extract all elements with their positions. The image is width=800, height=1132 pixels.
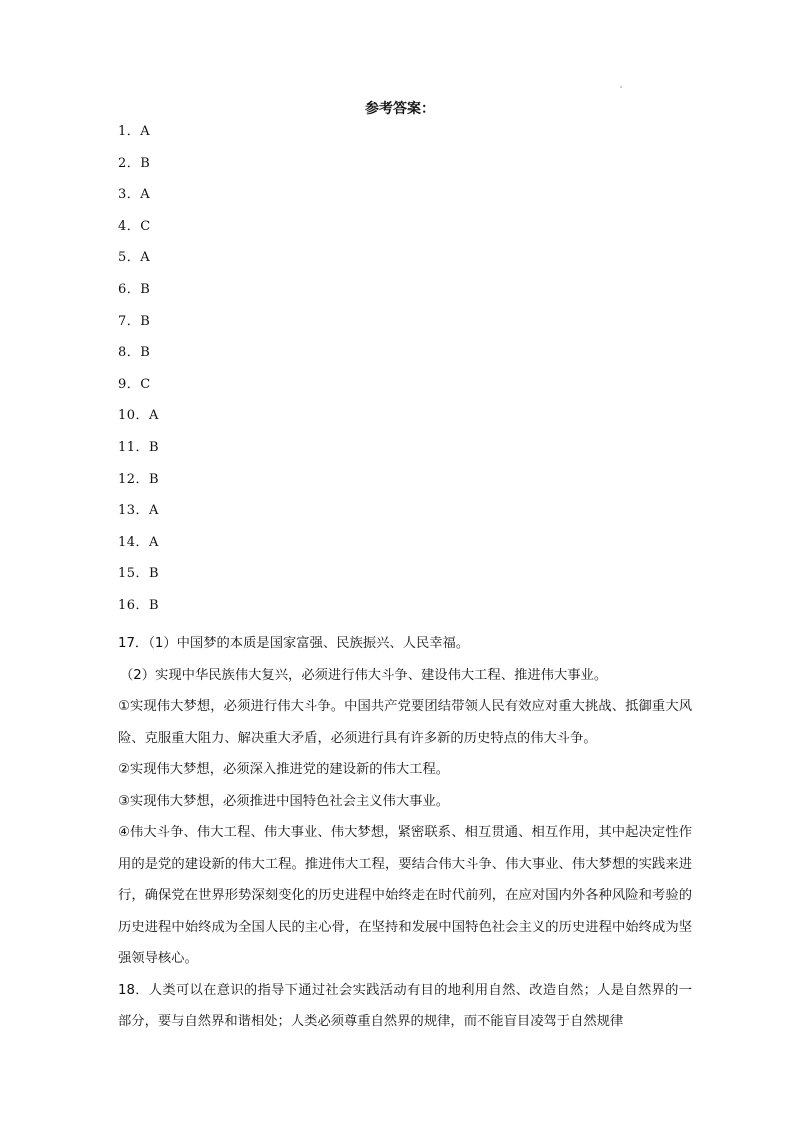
answer-15: 15．B: [118, 566, 160, 582]
answer-12: 12．B: [118, 471, 160, 487]
answer-13: 13．A: [118, 503, 159, 519]
answer-3: 3．A: [118, 187, 151, 203]
q17-point4: ④伟大斗争、伟大工程、伟大事业、伟大梦想，紧密联系、相互贯通、相互作用，其中起决定性作用的是党的建设新的伟大工程。推进伟大工程，要结合伟大斗争、伟大事业、伟大梦想的实践来进行，确保党在世界形势深刻变化的历史进程中始终走在时代前列，在应对国内外各种风险和考验的历史进程中始终成为全国人民的主心骨，在坚持和发展中国特色社会主义的历史进程中始终成为坚强领导核心。: [118, 825, 692, 966]
answer-14: 14．A: [118, 534, 159, 550]
answer-9: 9．C: [118, 376, 151, 392]
q17-point1: ①实现伟大梦想，必须进行伟大斗争。中国共产党要团结带领人民有效应对重大挑战、抵御重大风险、克服重大阻力、解决重大矛盾，必须进行具有许多新的历史特点的伟大斗争。: [118, 699, 692, 746]
q17-point2: ②实现伟大梦想，必须深入推进党的建设新的伟大工程。: [118, 762, 450, 777]
answer-11: 11．B: [118, 439, 160, 455]
answer-4: 4．C: [118, 218, 151, 234]
multiple-choice-answers: [118, 122, 698, 628]
page-title: 参考答案：: [365, 101, 435, 117]
q17-part2: （2）实现中华民族伟大复兴，必须进行伟大斗争、建设伟大工程、推进伟大事业。: [120, 667, 608, 683]
answer-7: 7．B: [118, 313, 151, 329]
answer-6: 6．B: [118, 281, 151, 297]
answer-2: 2．B: [118, 155, 151, 171]
q17-part1: 17．（1）中国梦的本质是国家富强、民族振兴、人民幸福。: [118, 636, 470, 651]
q17-point3: ③实现伟大梦想，必须推进中国特色社会主义伟大事业。: [118, 793, 450, 809]
answer-5: 5．A: [118, 250, 151, 266]
scan-dot: [620, 86, 622, 88]
essay-answers: [118, 628, 692, 1038]
answer-16: 16．B: [118, 597, 160, 613]
answer-10: 10．A: [118, 408, 159, 424]
q18-answer: 18．人类可以在意识的指导下通过社会实践活动有目的地利用自然、改造自然；人是自然界的一部分，要与自然界和谐相处；人类必须尊重自然界的规律，而不能盲目凌驾于自然规律: [118, 982, 692, 1029]
answer-8: 8．B: [118, 345, 151, 361]
answer-1: 1．A: [118, 124, 151, 139]
